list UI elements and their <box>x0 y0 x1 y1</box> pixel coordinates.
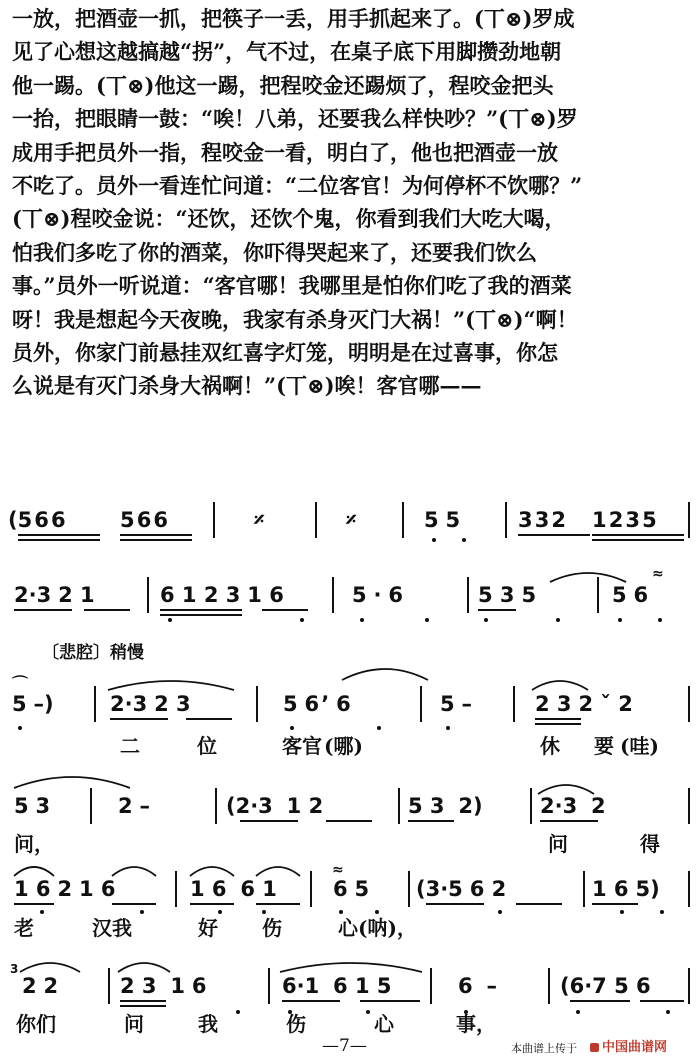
underline <box>592 903 638 905</box>
barline <box>688 502 690 538</box>
repeat-sign: 𝄎 <box>346 508 357 532</box>
low-dot <box>218 910 222 914</box>
low-dot <box>446 726 450 730</box>
barline <box>467 577 469 613</box>
slur <box>12 770 132 790</box>
lyric: 老 <box>14 916 34 940</box>
low-dot <box>620 910 624 914</box>
low-dot <box>40 910 44 914</box>
score-notes: 5 3 5 <box>478 583 537 607</box>
barline <box>315 502 317 538</box>
low-dot <box>666 1010 670 1014</box>
score-notes: 6 – <box>458 974 497 998</box>
barline <box>688 788 690 824</box>
underline <box>535 723 581 725</box>
underline <box>18 534 100 536</box>
lyric: 伤 <box>286 1012 306 1036</box>
prose-line: 一抬，把眼睛一鼓：“唉！八弟，还要我么样快吵？”(丅⊗)罗 <box>12 106 578 132</box>
lyric: (哇) <box>620 734 659 758</box>
slur <box>536 780 596 796</box>
underline <box>18 539 100 541</box>
barline <box>583 871 585 907</box>
underline <box>360 1000 420 1002</box>
barline <box>90 788 92 824</box>
barline <box>430 968 432 1004</box>
lyric: 客官 <box>282 734 322 758</box>
lyric: 汉我 <box>92 916 132 940</box>
score-notes: 5 5 <box>424 508 461 532</box>
page-number: —7— <box>322 1036 367 1056</box>
underline <box>478 609 516 611</box>
lyric: 伤 <box>262 916 282 940</box>
trill-mark: ≈ <box>332 862 344 878</box>
score-notes: 2·3 2 <box>540 794 606 818</box>
barline <box>688 871 690 907</box>
low-dot <box>18 726 22 730</box>
score-notes: 6 1 2 3 1 6 <box>160 583 284 607</box>
barline <box>398 788 400 824</box>
low-dot <box>484 618 488 622</box>
underline <box>282 1000 340 1002</box>
barline <box>513 686 515 722</box>
underline <box>84 609 130 611</box>
low-dot <box>236 1010 240 1014</box>
score-notes: 5 3 <box>14 794 51 818</box>
barline <box>505 502 507 538</box>
lyric: 你们 <box>16 1012 56 1036</box>
upload-note: 本曲谱上传于 <box>511 1042 577 1055</box>
low-dot <box>377 726 381 730</box>
low-dot <box>462 538 466 542</box>
barline <box>213 502 215 538</box>
low-dot <box>576 1010 580 1014</box>
slur <box>530 676 590 692</box>
fermata: ⌒ <box>12 674 29 693</box>
barline <box>310 871 312 907</box>
lyric: (哪) <box>324 734 363 758</box>
underline <box>240 820 298 822</box>
low-dot <box>498 910 502 914</box>
underline <box>190 903 234 905</box>
underline <box>14 903 54 905</box>
slur <box>340 662 430 682</box>
barline <box>332 577 334 613</box>
trill-mark: ≈ <box>652 566 664 582</box>
lyric: 休 <box>540 734 560 758</box>
barline <box>688 686 690 722</box>
lyric: 事， <box>456 1012 496 1036</box>
score-notes: 6·1 6 1 5 <box>282 974 392 998</box>
underline <box>186 718 232 720</box>
prose-line: (丅⊗)程咬金说：“还饮，还饮个鬼，你看到我们大吃大喝， <box>12 206 566 232</box>
underline <box>120 1000 166 1002</box>
prose-line: 成用手把员外一指，程咬金一看，明白了，他也把酒壶一放 <box>12 139 558 165</box>
score-notes: (2·3 1 2 <box>226 794 324 818</box>
score-notes: 2 3 2 ˇ 2 <box>535 692 633 716</box>
low-dot <box>140 910 144 914</box>
underline <box>160 614 242 616</box>
grace-note: 3 <box>10 962 19 976</box>
barline <box>256 686 258 722</box>
slur <box>116 958 172 974</box>
low-dot <box>556 618 560 622</box>
lyric: 二 <box>120 734 140 758</box>
underline <box>518 534 590 536</box>
prose-line: 呀！我是想起今天夜晚，我家有杀身灭门大祸！”(丅⊗)“啊！ <box>12 306 578 332</box>
score-notes: (5 6 6 <box>8 508 66 532</box>
prose-line: 见了心想这越搞越“拐”，气不过，在桌子底下用脚攒劲地朝 <box>12 39 562 65</box>
slur <box>188 862 236 878</box>
underline <box>120 539 192 541</box>
underline <box>516 903 562 905</box>
underline <box>426 903 484 905</box>
barline <box>548 968 550 1004</box>
underline <box>592 534 684 536</box>
barline <box>402 502 404 538</box>
score-notes: 1 6 2 1 6 <box>14 877 116 901</box>
lyric: 得 <box>640 832 660 856</box>
site-logo <box>590 1036 667 1055</box>
score-notes: 1 2 3 5 <box>592 508 657 532</box>
underline <box>120 1005 166 1007</box>
score-notes: 5 3 2) <box>408 794 483 818</box>
prose-line: 么说是有灭门杀身大祸啊！”(丅⊗)唉！客官哪—— <box>12 373 482 399</box>
barline <box>215 788 217 824</box>
underline <box>540 820 598 822</box>
lyric: 心 <box>374 1012 394 1036</box>
barline <box>268 968 270 1004</box>
underline <box>256 903 300 905</box>
slur <box>254 862 302 878</box>
lyric: 好 <box>198 916 218 940</box>
prose-line: 怕我们多吃了你的酒菜，你吓得哭起来了，还要我们饮么 <box>12 239 537 265</box>
score-notes: 2·3 2 3 <box>110 692 191 716</box>
score-notes: (3·5 6 2 <box>416 877 507 901</box>
lyric: 问， <box>14 832 54 856</box>
underline <box>160 609 242 611</box>
prose-line: 不吃了。员外一看连忙问道：“二位客官！为何停杯不饮哪？” <box>12 172 583 198</box>
low-dot <box>618 618 622 622</box>
underline <box>326 820 372 822</box>
logo-text: 中国曲谱网 <box>602 1040 668 1055</box>
low-dot <box>658 618 662 622</box>
barline <box>94 686 96 722</box>
tempo-marking: 〔悲腔〕稍慢 <box>42 643 144 663</box>
barline <box>408 871 410 907</box>
low-dot <box>432 538 436 542</box>
underline <box>112 903 156 905</box>
lyric: 要 <box>594 734 614 758</box>
lyric: 我 <box>198 1012 218 1036</box>
underline <box>592 539 684 541</box>
lyric: 问 <box>124 1012 144 1036</box>
low-dot <box>168 618 172 622</box>
prose-line: 事。”员外一听说道：“客官哪！我哪里是怕你们吃了我的酒菜 <box>12 273 572 299</box>
score-notes: 5 6 ʼ 6 <box>283 692 351 716</box>
slur <box>18 958 82 974</box>
prose-line: 他一踢。(丅⊗)他这一踢，把程咬金还踢烦了，程咬金把头 <box>12 72 554 98</box>
slur <box>12 862 56 878</box>
barline <box>688 968 690 1004</box>
repeat-sign: 𝄎 <box>254 508 265 532</box>
slur <box>106 676 236 692</box>
score-notes: 2 2 <box>22 974 59 998</box>
score-notes: 5 – <box>440 692 473 716</box>
barline <box>108 968 110 1004</box>
score-notes: 6 5 <box>333 877 370 901</box>
underline <box>120 534 192 536</box>
score-notes: (6·7 5 6 <box>560 974 651 998</box>
low-dot <box>425 618 429 622</box>
underline <box>535 718 581 720</box>
score-notes: 5 6 6 <box>120 508 169 532</box>
barline <box>175 871 177 907</box>
underline <box>570 1000 630 1002</box>
score-notes: 1 6 6 1 <box>190 877 277 901</box>
lyric: 问 <box>548 832 568 856</box>
lyric: 心(呐)， <box>338 916 417 940</box>
score-notes: 1 6 5) <box>592 877 660 901</box>
logo-icon <box>590 1043 599 1052</box>
score-notes: 2 – <box>118 794 151 818</box>
barline <box>147 577 149 613</box>
score-notes: 3 3 2 <box>518 508 567 532</box>
slur <box>548 568 628 584</box>
score-notes: 5 –) <box>12 692 54 716</box>
underline <box>408 820 454 822</box>
prose-line: 一放，把酒壶一抓，把筷子一丢，用手抓起来了。(丅⊗)罗成 <box>12 6 575 31</box>
score-notes: 5 6 <box>612 583 649 607</box>
low-dot <box>660 910 664 914</box>
barline <box>530 788 532 824</box>
underline <box>262 609 308 611</box>
slur <box>110 862 158 878</box>
underline <box>640 1000 684 1002</box>
slur <box>278 958 424 974</box>
underline <box>14 609 72 611</box>
prose-line: 员外，你家门前悬挂双红喜字灯笼，明明是在过喜事，你怎 <box>12 339 558 365</box>
underline <box>110 718 168 720</box>
barline <box>420 686 422 722</box>
lyric: 位 <box>197 734 217 758</box>
score-notes: 2 3 1 6 <box>120 974 207 998</box>
low-dot <box>360 618 364 622</box>
score-notes: 5 · 6 <box>352 583 404 607</box>
score-notes: 2·3 2 1 <box>14 583 95 607</box>
low-dot <box>300 618 304 622</box>
low-dot <box>366 1010 370 1014</box>
